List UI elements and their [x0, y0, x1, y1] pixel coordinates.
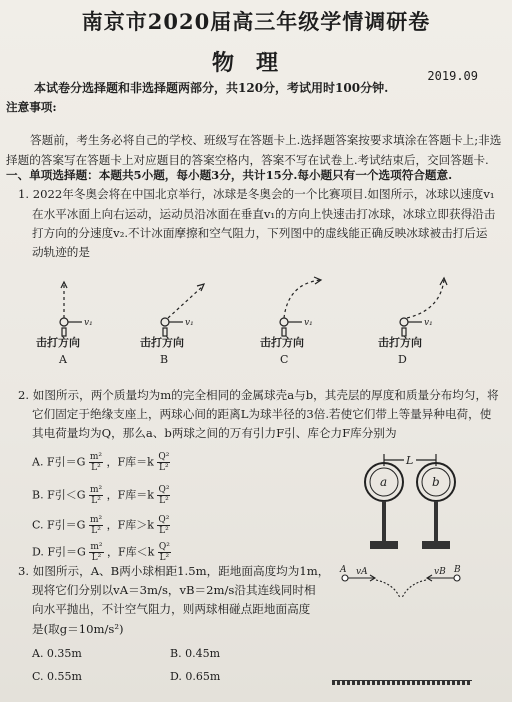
q1-fig-b-caption: 击打方向 — [140, 336, 184, 349]
q3-fig-path-a — [376, 580, 400, 598]
q1-option-d: D — [398, 353, 407, 366]
q1-fig-a-puck — [60, 318, 68, 326]
q1-option-c: C — [280, 353, 289, 366]
q3-line-4: 是(取g＝10m/s²) — [32, 622, 124, 636]
q3-fig-va-label: vA — [356, 567, 368, 577]
q2-option-d: D. F引＝G $\frac{\text{m²}}{\text{L²}}$ ，F库＜k $\frac{\text{Q²}}{\text{L²}}$ — [32, 542, 170, 563]
q3-option-c: C. 0.55m — [32, 670, 82, 683]
q1-fig-c-v1-label: v₁ — [304, 318, 313, 328]
q1-fig-c-caption: 击打方向 — [260, 336, 304, 349]
notes-line-1: 答题前，考生务必将自己的学校、班级写在答题卡上.选择题答案按要求填涂在答题卡上;非选 — [30, 133, 502, 147]
q3-fig-b-label: B — [454, 565, 461, 575]
q2-option-b: B. F引＜G $\frac{\text{m²}}{\text{L²}}$ ，F库＝k $\frac{\text{Q²}}{\text{L²}}$ — [32, 485, 170, 506]
q1-fig-c-path — [284, 280, 320, 318]
q2-line-1: 2. 如图所示，两个质量均为m的完全相同的金属球壳a与b，其壳层的厚度和质量分布均匀，将 — [18, 388, 499, 402]
q2-fig-b-label: b — [432, 475, 440, 489]
q1-option-b: B — [160, 353, 169, 366]
page-title: 南京市2020届高三年级学情调研卷 — [81, 9, 431, 34]
q2-fig-stand-b — [434, 501, 438, 541]
q3-figure — [330, 562, 480, 614]
q3-fig-ball-b — [454, 575, 460, 581]
q1-line-3: 打方向的分速度v₂.不计冰面摩擦和空气阻力，下列图中的虚线能正确反映冰球被击打后运 — [32, 226, 488, 240]
q1-fig-d-caption: 击打方向 — [378, 336, 422, 349]
q2-fig-base-a — [370, 541, 398, 549]
q1-fig-a-v1-label: v₁ — [84, 318, 93, 328]
exam-date: 2019.09 — [427, 69, 478, 83]
q1-fig-a-caption: 击打方向 — [36, 336, 80, 349]
q2-fig-l-label: L — [406, 454, 414, 467]
q1-fig-b-v1-label: v₁ — [185, 318, 194, 328]
q3-line-1: 3. 如图所示，A、B两小球相距1.5m，距地面高度均为1m， — [18, 564, 330, 578]
q2-fig-a-label: a — [380, 475, 388, 489]
q1-fig-b-path — [168, 286, 203, 318]
q2-figure — [340, 452, 480, 556]
q1-figures — [0, 262, 512, 372]
q3-line-3: 向水平抛出，不计空气阻力，则两球相碰点距地面高度 — [32, 602, 311, 616]
q1-fig-d-v1-label: v₁ — [424, 318, 433, 328]
q1-fig-d-hit — [402, 328, 406, 336]
q2-line-3: 其电荷量均为Q，那么a、b两球之间的万有引力F引、库仑力F库分别为 — [32, 426, 397, 440]
q1-fig-b-puck — [161, 318, 169, 326]
subject-title: 物理 — [211, 50, 300, 76]
q3-fig-path-b — [402, 580, 426, 598]
q3-fig-ball-a — [342, 575, 348, 581]
q2-option-a: A. F引＝G $\frac{\text{m²}}{\text{L²}}$ ，F库＝k $\frac{\text{Q²}}{\text{L²}}$ — [32, 452, 170, 473]
q2-line-2: 它们固定于绝缘支座上，两球心间的距离L为球半径的3倍.若使它们带上等量异种电荷，使 — [32, 407, 492, 421]
q3-fig-a-label: A — [340, 565, 347, 575]
q3-line-2: 现将它们分别以vA＝3m/s，vB＝2m/s沿其连线同时相 — [32, 583, 316, 597]
q1-fig-c-hit — [282, 328, 286, 336]
q2-fig-base-b — [422, 541, 450, 549]
intro-text: 本试卷分选择题和非选择题两部分，共120分，考试用时100分钟. — [34, 81, 389, 95]
q3-option-d: D. 0.65m — [170, 670, 221, 683]
q1-option-a: A — [59, 353, 67, 366]
q1-line-4: 动轨迹的是 — [32, 245, 90, 259]
q3-ground-line — [332, 680, 472, 685]
q3-option-a: A. 0.35m — [32, 647, 82, 660]
section-1-heading: 一、单项选择题：本题共5小题，每小题3分，共计15分.每小题只有一个选项符合题意. — [6, 168, 453, 182]
q1-line-2: 在水平冰面上向右运动，运动员沿冰面在垂直v₁的方向上快速击打冰球，冰球立即获得沿击 — [32, 207, 496, 221]
q3-fig-vb-label: vB — [434, 567, 446, 577]
notes-line-2: 择题的答案写在答题卡上对应题目的答案空格内，答案不写在试卷上.考试结束后，交回答题卡. — [6, 153, 489, 167]
q2-fig-stand-a — [382, 501, 386, 541]
q1-fig-c-puck — [280, 318, 288, 326]
q1-fig-b-hit — [163, 328, 167, 336]
q1-fig-d-path — [407, 280, 444, 318]
q3-option-b: B. 0.45m — [170, 647, 220, 660]
q1-line-1: 1. 2022年冬奥会将在中国北京举行，冰球是冬奥会的一个比赛项目.如图所示，冰球以速度v₁ — [18, 187, 495, 201]
q1-fig-a-hit — [62, 328, 66, 336]
notes-title: 注意事项: — [6, 100, 57, 114]
q2-option-c: C. F引＝G $\frac{\text{m²}}{\text{L²}}$ ，F库＞k $\frac{\text{Q²}}{\text{L²}}$ — [32, 515, 170, 536]
q1-fig-d-puck — [400, 318, 408, 326]
